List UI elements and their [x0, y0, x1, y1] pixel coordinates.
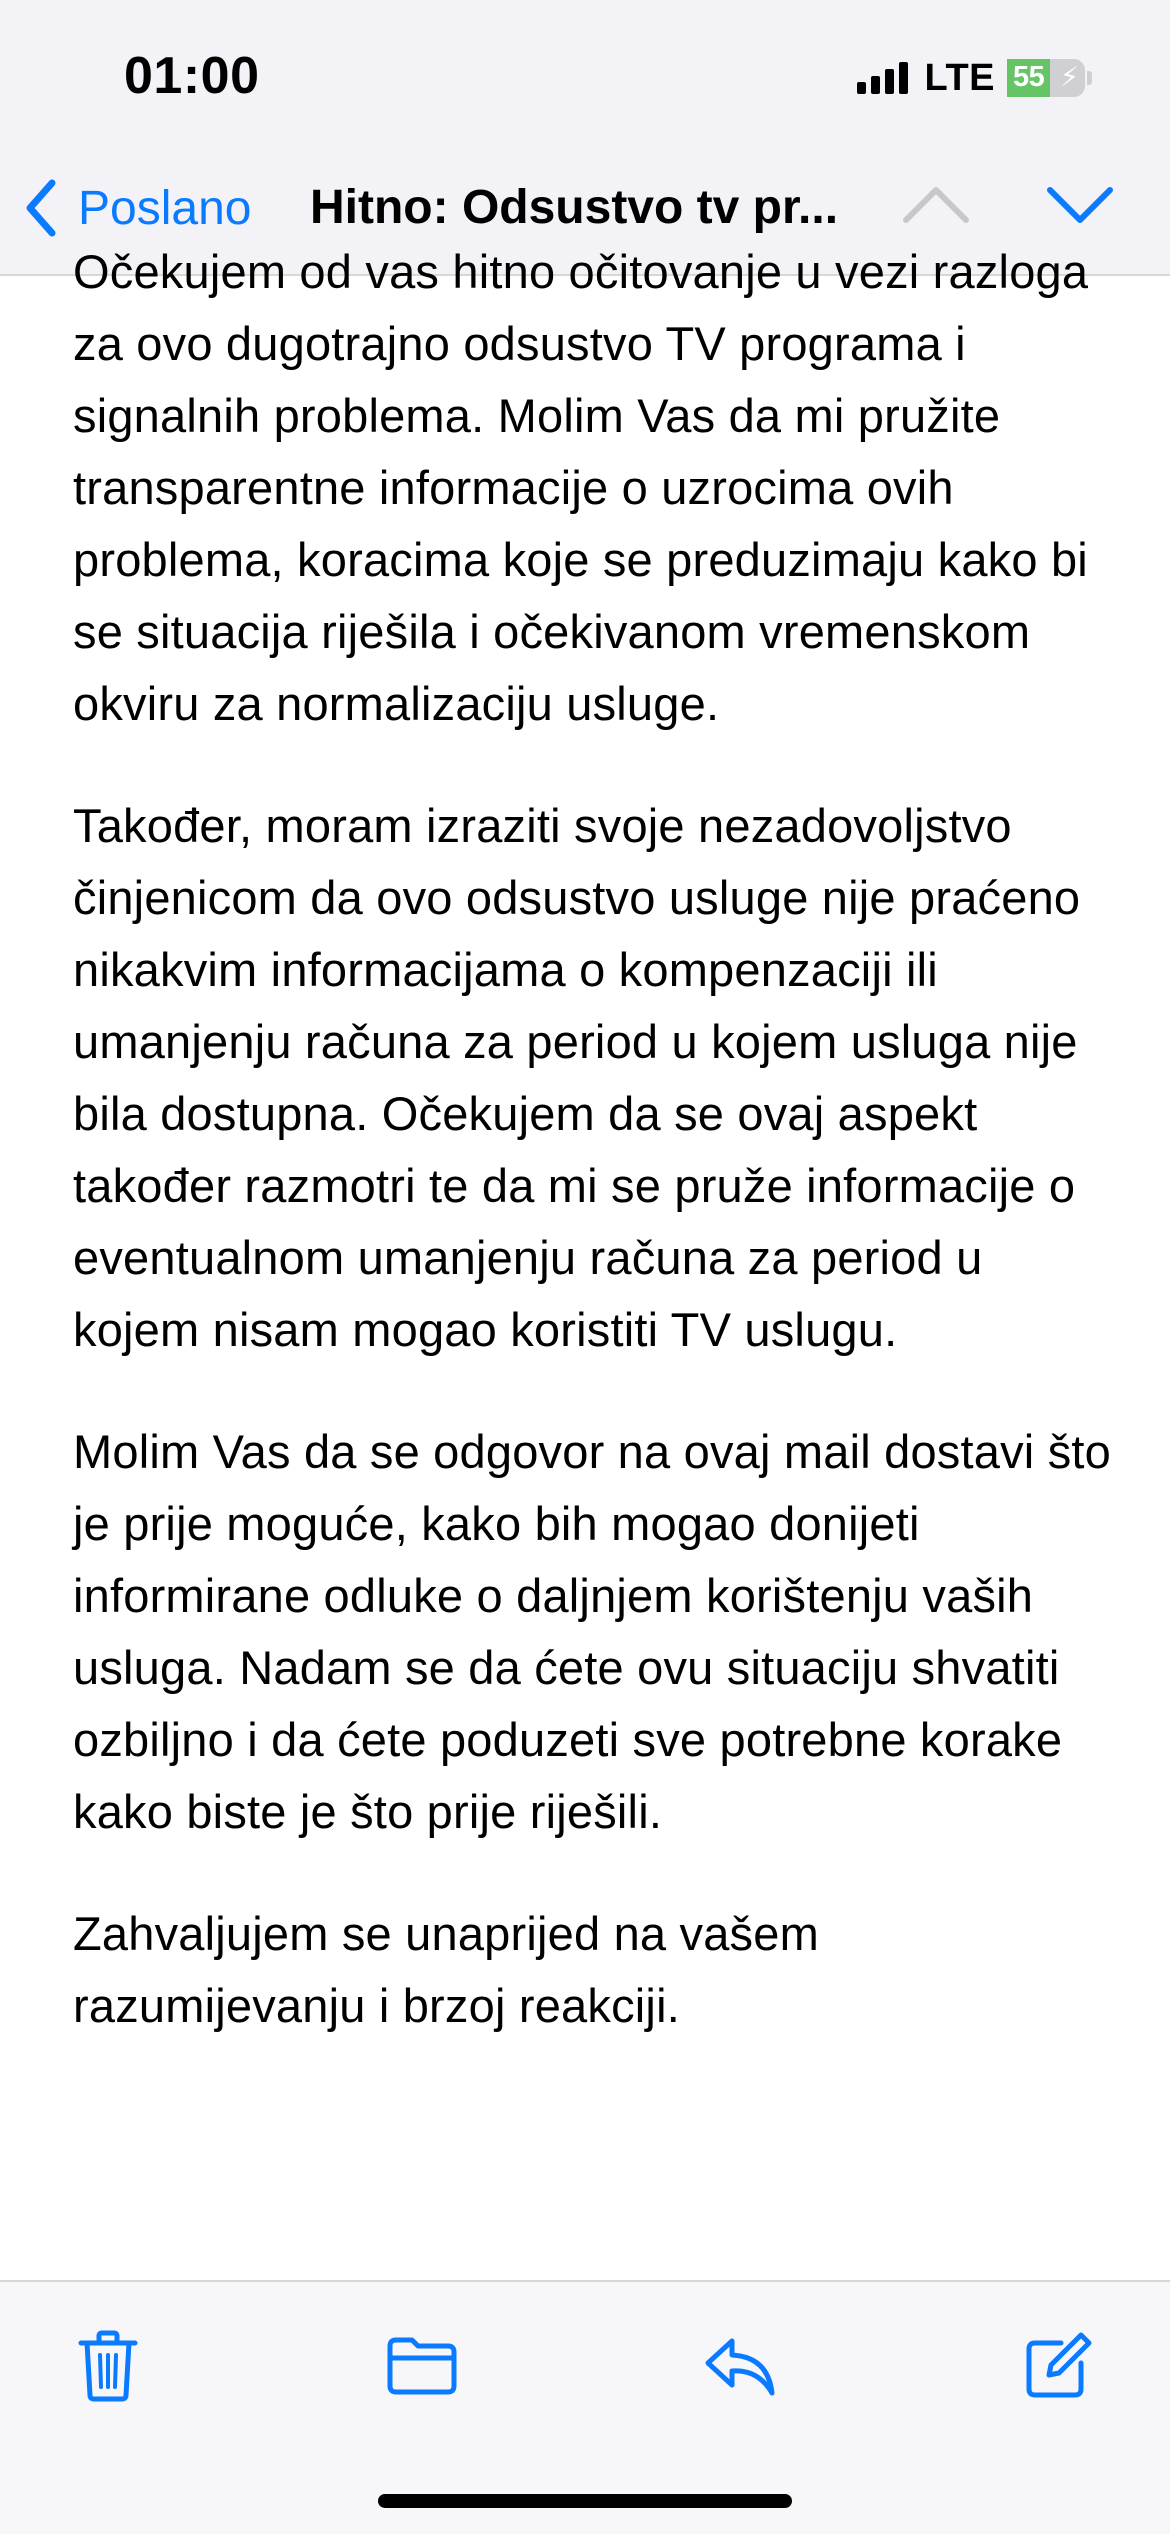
chevron-left-icon: [24, 179, 58, 237]
chevron-down-icon: [1046, 182, 1114, 226]
cellular-signal-icon: [857, 62, 913, 94]
email-paragraph: Očekujem od vas hitno očitovanje u vezi razloga za ovo dugotrajno odsustvo TV programa i signalnih problema. Molim Vas da mi pružite transparentne informacije o uzrocima ovih problema, koracima koje se preduzimaju kako bi se situacija riješila i očekivanom vremenskom okviru za normalizaciju usluge.: [73, 245, 1089, 730]
reply-button[interactable]: [690, 2326, 790, 2406]
chevron-up-icon: [902, 182, 970, 226]
email-body[interactable]: [0, 245, 1170, 2280]
email-paragraph: Zahvaljujem se unaprijed na vašem razumijevanju i brzoj reakciji.: [73, 1907, 819, 2032]
email-paragraph: Također, moram izraziti svoje nezadovoljstvo činjenicom da ovo odsustvo usluge nije praćeno nikakvim informacijama o kompenzaciji ili umanjenju računa za period u kojem usluga nije bila dostupna. Očekujem da se ovaj aspekt također razmotri te da mi se pruže informacije o eventualnom umanjenju računa za period u kojem nisam mogao koristiti TV uslugu.: [73, 799, 1081, 1356]
email-paragraph: Molim Vas da se odgovor na ovaj mail dostavi što je prije moguće, kako bih mogao donijeti informirane odluke o daljnjem korištenju vaših usluga. Nadam se da ćete ovu situaciju shvatiti ozbiljno i da ćete poduzeti sve potrebne korake kako biste je što prije riješili.: [73, 1425, 1112, 1838]
battery-cap: [1087, 71, 1092, 85]
status-indicators: [857, 56, 1092, 100]
status-bar: [0, 0, 1170, 150]
delete-button[interactable]: [58, 2326, 158, 2406]
next-message-button[interactable]: [1046, 182, 1114, 231]
status-time: 01:00: [124, 47, 260, 105]
charging-bolt-icon: ⚡: [1060, 62, 1079, 92]
trash-icon: [77, 2329, 139, 2403]
mail-toolbar: [0, 2280, 1170, 2534]
previous-message-button[interactable]: [902, 182, 970, 231]
back-button-label: Poslano: [78, 181, 252, 235]
carrier-label: LTE: [924, 56, 995, 99]
reply-icon: [702, 2335, 778, 2397]
email-subject-title: Hitno: Odsustvo tv pr...: [310, 181, 839, 234]
battery-percent: 55: [1013, 61, 1045, 93]
compose-icon: [1023, 2331, 1093, 2401]
folder-icon: [384, 2336, 460, 2396]
home-indicator[interactable]: [378, 2494, 792, 2508]
move-to-folder-button[interactable]: [372, 2326, 472, 2406]
back-button[interactable]: [24, 172, 251, 244]
email-body-text: [73, 236, 1113, 2092]
compose-button[interactable]: [1008, 2326, 1108, 2406]
battery-icon: [1007, 59, 1085, 97]
